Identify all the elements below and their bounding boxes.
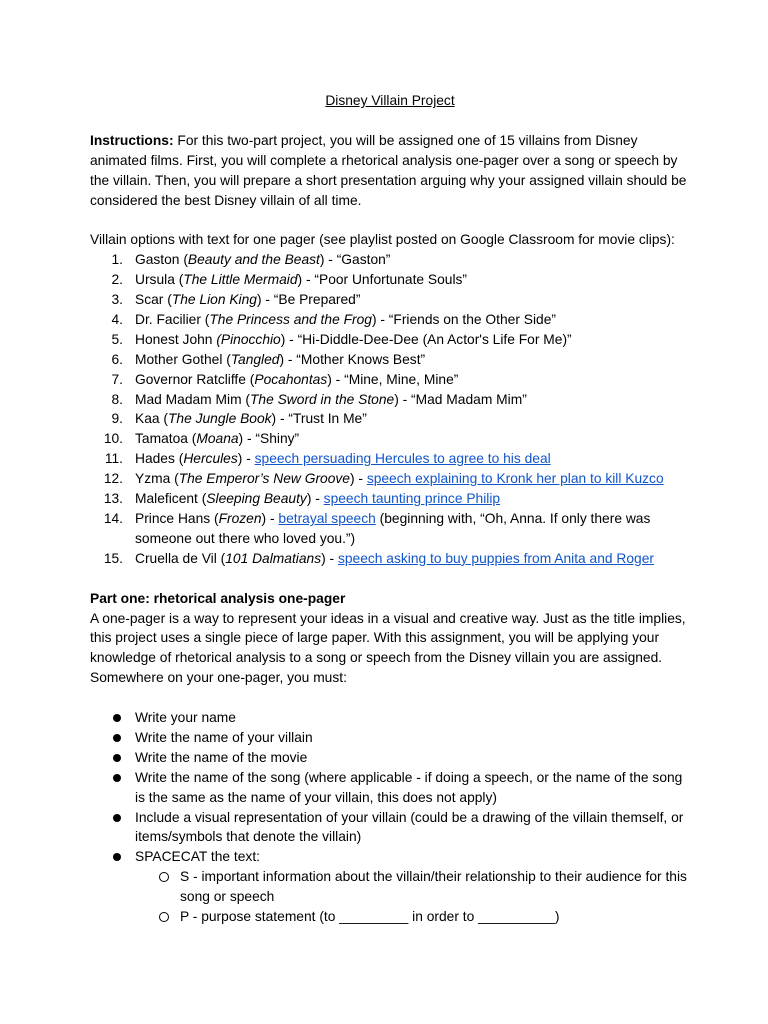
list-item: SPACECAT the text: <box>90 847 690 867</box>
villain-list <box>90 250 690 569</box>
list-item: 13. Maleficent (Sleeping Beauty) - speech taunting prince Philip <box>103 491 501 507</box>
list-item: S - important information about the villain/their relationship to their audience for this song or speech <box>135 867 690 907</box>
list-item: 1. Gaston (Beauty and the Beast) - “Gaston” <box>111 252 391 268</box>
speech-link-maleficent[interactable]: speech taunting prince Philip <box>323 491 501 507</box>
requirements-list <box>90 708 690 867</box>
list-item: Write the name of your villain <box>90 728 690 748</box>
part-one-body: A one-pager is a way to represent your ideas in a visual and creative way. Just as the title implies, this project uses a single piece of large paper. With this assignment, you will be applying your knowledge of rhetorical analysis to a song or speech from the Disney villain you are assigned. Somewhere on your one-pager, you must: <box>90 610 686 686</box>
list-item: 9. Kaa (The Jungle Book) - “Trust In Me” <box>111 411 367 427</box>
speech-link-hans[interactable]: betrayal speech <box>278 511 376 526</box>
speech-link-cruella[interactable]: speech asking to buy puppies from Anita and Roger <box>337 550 654 566</box>
list-item: 2. Ursula (The Little Mermaid) - “Poor Unfortunate Souls” <box>111 272 468 288</box>
villain-intro: Villain options with text for one pager (see playlist posted on Google Classroom for movie clips): <box>90 232 675 248</box>
part-one-heading: Part one: rhetorical analysis one-pager <box>90 590 346 606</box>
list-item: 8. Mad Madam Mim (The Sword in the Stone) - “Mad Madam Mim” <box>111 391 527 407</box>
list-item: 5. Honest John (Pinocchio) - “Hi-Diddle-Dee-Dee (An Actor's Life For Me)” <box>111 331 572 347</box>
speech-link-yzma[interactable]: speech explaining to Kronk her plan to kill Kuzco <box>366 471 664 487</box>
list-item: Include a visual representation of your villain (could be a drawing of the villain themself, or items/symbols that denote the villain) <box>90 808 690 848</box>
list-item: Write the name of the song (where applicable - if doing a speech, or the name of the song is the same as the name of your villain, this does not apply) <box>90 768 690 808</box>
instructions-text: For this two-part project, you will be assigned one of 15 villains from Disney animated films. First, you will complete a rhetorical analysis one-pager over a song or speech by the villain. Then, you will prepare a short presentation arguing why your assigned villain should be considered the best Disney villain of all time. <box>90 132 687 208</box>
list-item: 12. Yzma (The Emperor’s New Groove) - speech explaining to Kronk her plan to kill Kuzco <box>103 471 664 487</box>
list-item: 14. Prince Hans (Frozen) - betrayal speech (beginning with, “Oh, Anna. If only there was someone out there who loved you.”) <box>103 511 651 546</box>
list-item: Write the name of the movie <box>90 748 690 768</box>
list-item: 11. Hades (Hercules) - speech persuading Hercules to agree to his deal <box>104 451 551 467</box>
list-item: 6. Mother Gothel (Tangled) - “Mother Knows Best” <box>111 351 426 367</box>
instructions-label: Instructions: <box>90 132 174 148</box>
list-item: 3. Scar (The Lion King) - “Be Prepared” <box>111 292 361 308</box>
document-body <box>90 91 690 927</box>
list-item: 10. Tamatoa (Moana) - “Shiny” <box>103 431 300 447</box>
list-item: 4. Dr. Facilier (The Princess and the Frog) - “Friends on the Other Side” <box>111 311 556 327</box>
list-item: P - purpose statement (to _________ in order to __________) <box>135 907 690 927</box>
list-item: 7. Governor Ratcliffe (Pocahontas) - “Mine, Mine, Mine” <box>111 371 459 387</box>
list-item: Write your name <box>90 708 690 728</box>
speech-link-hades[interactable]: speech persuading Hercules to agree to his deal <box>254 451 551 467</box>
instructions-paragraph <box>90 131 690 211</box>
page-title: Disney Villain Project <box>325 93 455 108</box>
list-item: 15. Cruella de Vil (101 Dalmatians) - speech asking to buy puppies from Anita and Roger <box>103 550 654 566</box>
spacecat-list <box>90 867 690 927</box>
